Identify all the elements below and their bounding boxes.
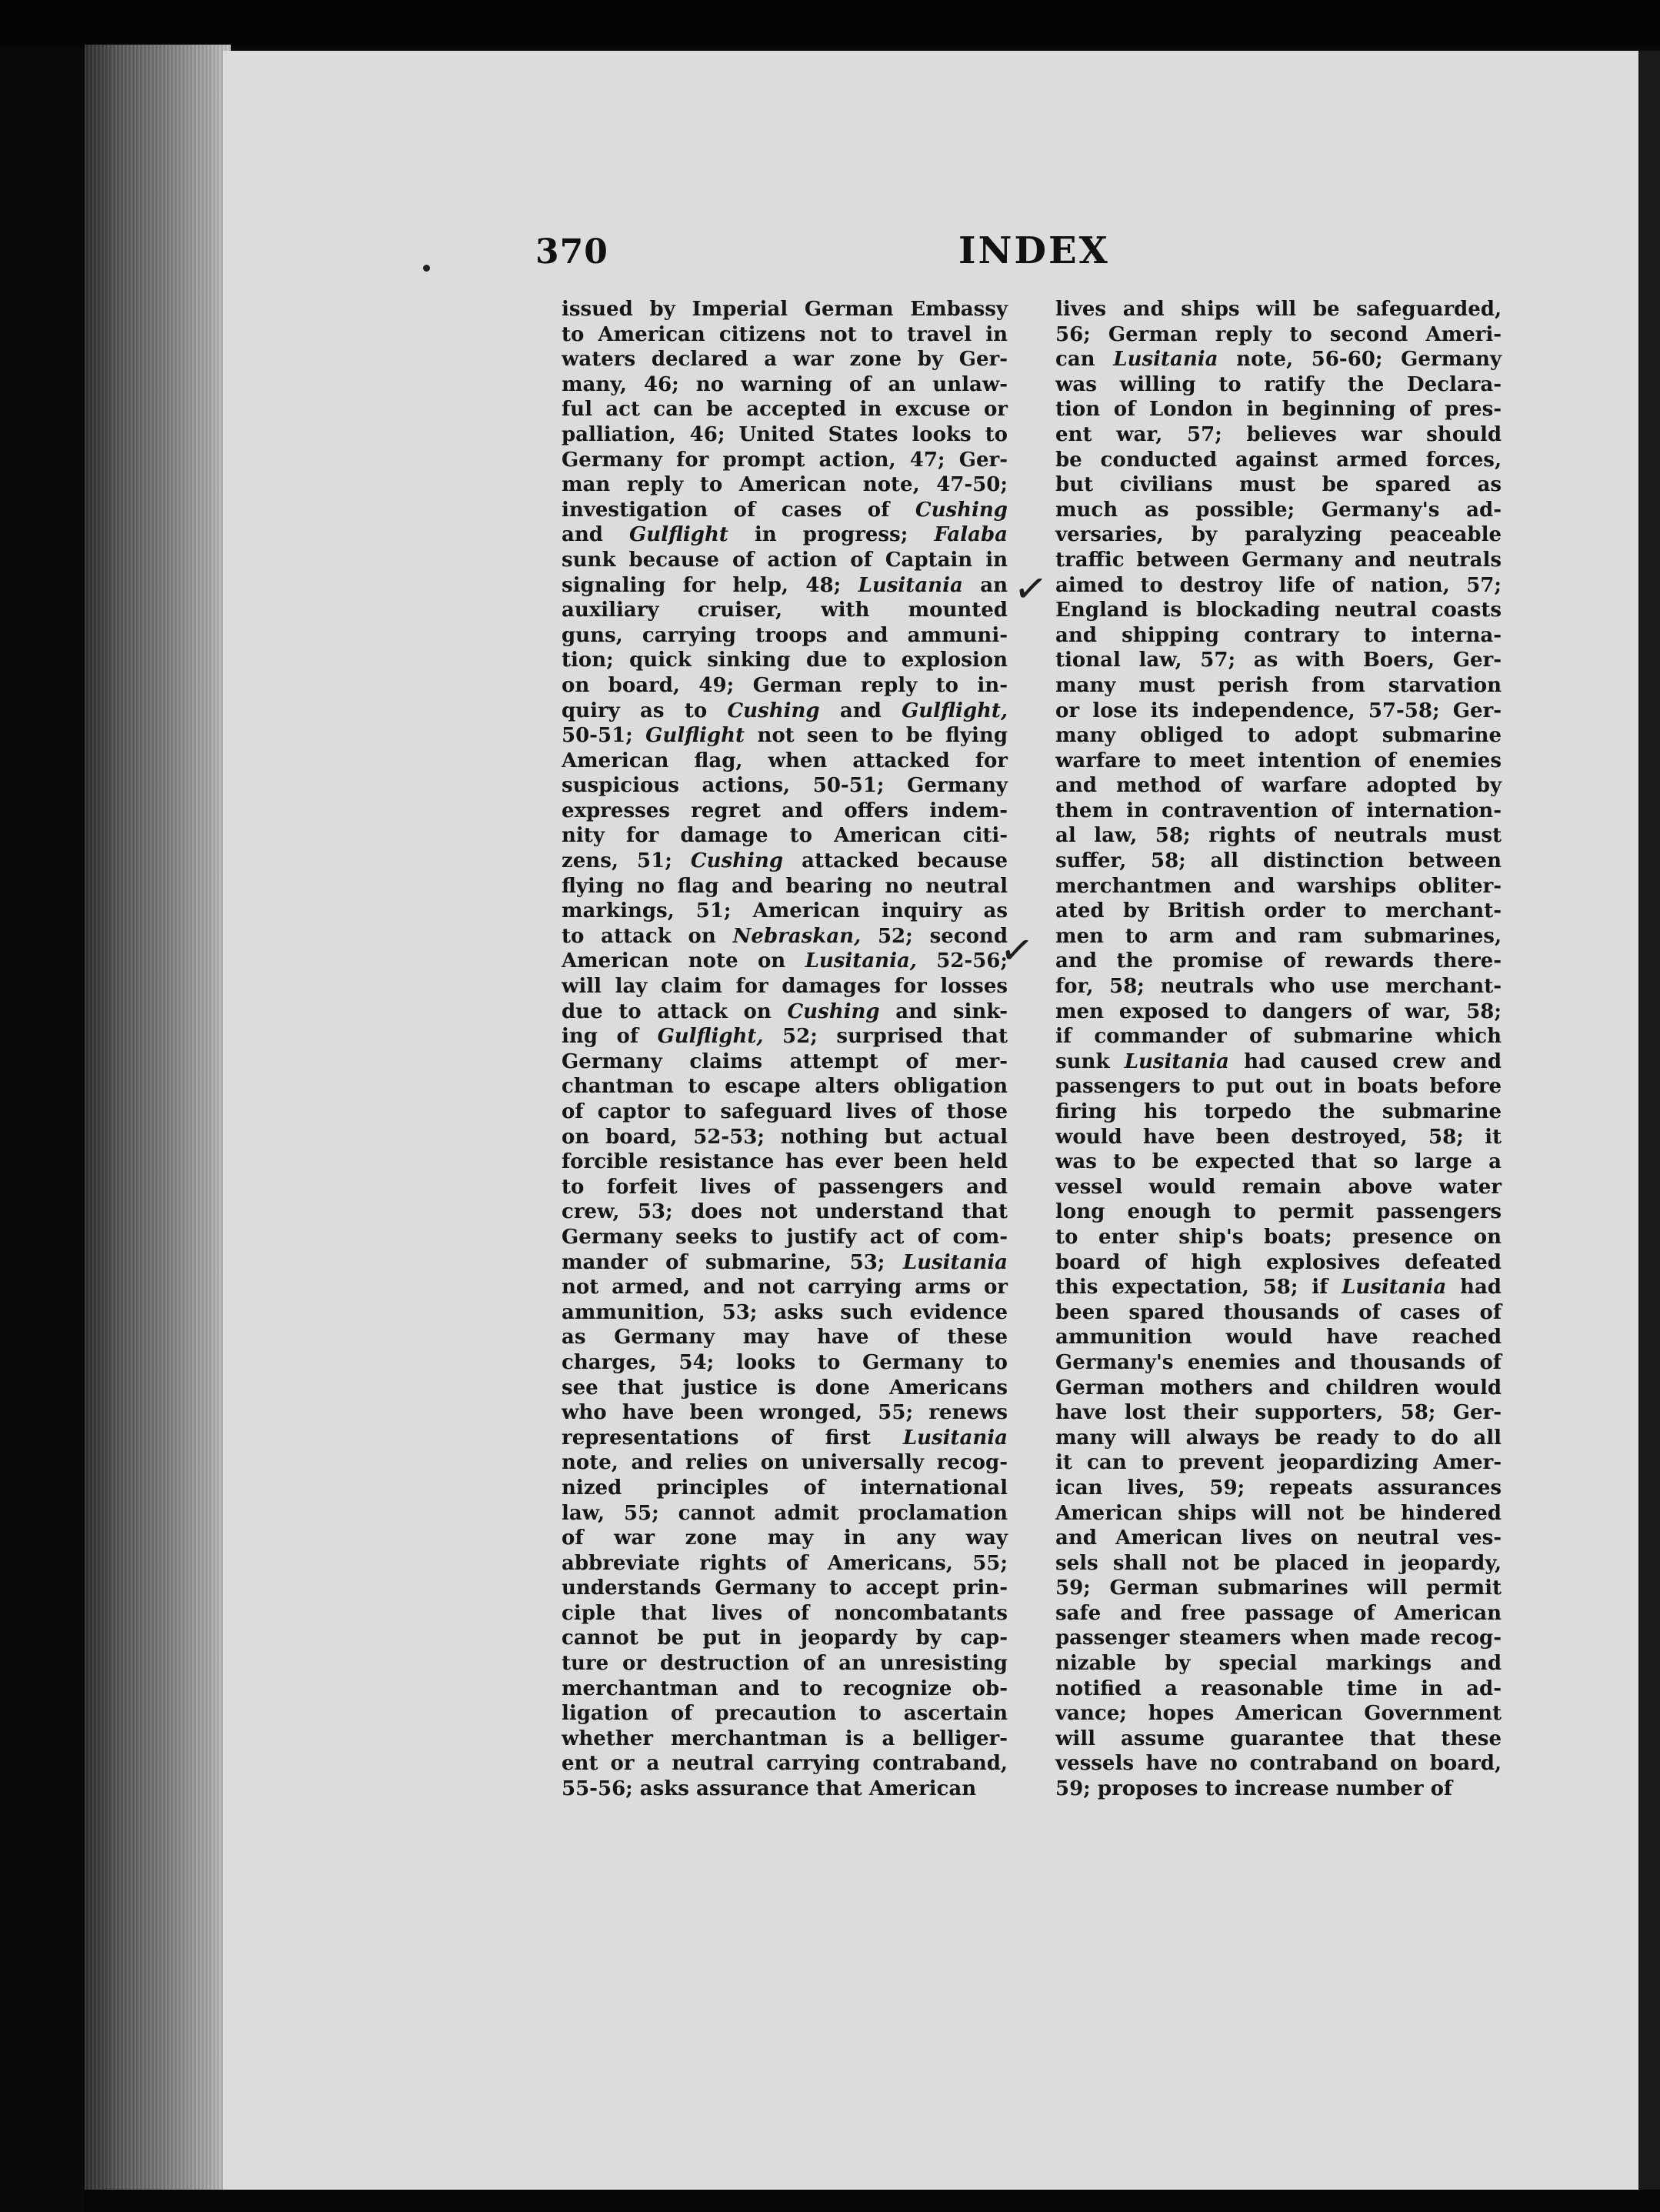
index-line: versaries, by paralyzing peaceable (1055, 523, 1502, 547)
index-line: passenger steamers when made recog- (1055, 1626, 1502, 1650)
index-line: them in contravention of internation- (1055, 799, 1502, 822)
running-head: INDEX (958, 229, 1110, 272)
index-line: long enough to permit passengers (1055, 1200, 1502, 1224)
index-line: merchantmen and warships obliter- (1055, 874, 1502, 898)
index-line: many will always be ready to do all (1055, 1426, 1502, 1450)
scanner-right-border (1638, 51, 1660, 2190)
index-line: investigation of cases of Cushing (562, 498, 1008, 522)
index-line: many must perish from starvation (1055, 673, 1502, 697)
scanner-bottom-border (85, 2190, 1660, 2212)
index-line: 59; German submarines will permit (1055, 1576, 1502, 1600)
index-line: nizable by special markings and (1055, 1652, 1502, 1676)
index-line: flying no flag and bearing no neutral (562, 874, 1008, 898)
index-line: palliation, 46; United States looks to (562, 422, 1008, 446)
index-line: and Gulflight in progress; Falaba (562, 523, 1008, 547)
index-line: was willing to ratify the Declara- (1055, 372, 1502, 396)
index-line: see that justice is done Americans (562, 1376, 1008, 1400)
index-line: on board, 49; German reply to in- (562, 673, 1008, 697)
index-line: 55-56; asks assurance that American (562, 1777, 977, 1801)
index-line: for, 58; neutrals who use merchant- (1055, 975, 1502, 999)
index-line: tion of London in beginning of pres- (1055, 398, 1502, 422)
index-line: ent war, 57; believes war should (1055, 422, 1502, 446)
margin-dot-mark (423, 265, 430, 272)
index-line: suffer, 58; all distinction between (1055, 849, 1502, 873)
index-line: American flag, when attacked for (562, 749, 1008, 772)
index-line: sels shall not be placed in jeopardy, (1055, 1551, 1502, 1575)
index-line: issued by Imperial German Embassy (562, 298, 1008, 321)
index-line: 56; German reply to second Ameri- (1055, 322, 1502, 346)
index-line: vessels have no contraband on board, (1055, 1752, 1502, 1776)
index-line: passengers to put out in boats before (1055, 1075, 1502, 1099)
index-line: not armed, and not carrying arms or (562, 1276, 1008, 1300)
index-line: Germany's enemies and thousands of (1055, 1350, 1502, 1374)
index-line: understands Germany to accept prin- (562, 1576, 1008, 1600)
index-line: or lose its independence, 57-58; Ger- (1055, 699, 1502, 722)
index-line: American note on Lusitania, 52-56; (562, 949, 1008, 973)
index-line: if commander of submarine which (1055, 1025, 1502, 1049)
index-line: as Germany may have of these (562, 1326, 1008, 1350)
index-column-right (1055, 297, 1502, 1802)
index-line: ture or destruction of an unresisting (562, 1652, 1008, 1676)
index-line: many obliged to adopt submarine (1055, 724, 1502, 748)
index-column-left (562, 297, 1008, 1802)
index-line: board of high explosives defeated (1055, 1250, 1502, 1274)
index-line: sunk Lusitania had caused crew and (1055, 1049, 1502, 1073)
index-line: been spared thousands of cases of (1055, 1300, 1502, 1324)
index-line: Germany claims attempt of mer- (562, 1049, 1008, 1073)
index-line: American ships will not be hindered (1055, 1501, 1502, 1525)
index-line: mander of submarine, 53; Lusitania (562, 1250, 1008, 1274)
index-line: ammunition would have reached (1055, 1326, 1502, 1350)
index-line: would have been destroyed, 58; it (1055, 1125, 1502, 1149)
index-line: ammunition, 53; asks such evidence (562, 1300, 1008, 1324)
index-line: signaling for help, 48; Lusitania an (562, 573, 1008, 597)
index-line: lives and ships will be safeguarded, (1055, 298, 1502, 321)
index-line: nity for damage to American citi- (562, 824, 1008, 848)
index-line: man reply to American note, 47-50; (562, 473, 1008, 497)
index-line: forcible resistance has ever been held (562, 1150, 1008, 1174)
index-line: on board, 52-53; nothing but actual (562, 1125, 1008, 1149)
index-line: chantman to escape alters obligation (562, 1075, 1008, 1099)
index-line: England is blockading neutral coasts (1055, 599, 1502, 622)
page-number: 370 (535, 232, 608, 272)
index-line: was to be expected that so large a (1055, 1150, 1502, 1174)
index-line: quiry as to Cushing and Gulflight, (562, 699, 1008, 722)
index-line: who have been wronged, 55; renews (562, 1401, 1008, 1425)
index-line: representations of first Lusitania (562, 1426, 1008, 1450)
handwritten-check-mark: ✓ (997, 926, 1037, 976)
index-line: of war zone may in any way (562, 1526, 1008, 1550)
index-line: ican lives, 59; repeats assurances (1055, 1476, 1502, 1500)
index-line: and shipping contrary to interna- (1055, 623, 1502, 647)
index-line: will lay claim for damages for losses (562, 975, 1008, 999)
index-line: warfare to meet intention of enemies (1055, 749, 1502, 772)
index-line: merchantman and to recognize ob- (562, 1677, 1008, 1700)
index-line: ciple that lives of noncombatants (562, 1601, 1008, 1625)
index-line: men exposed to dangers of war, 58; (1055, 999, 1502, 1023)
index-line: guns, carrying troops and ammuni- (562, 623, 1008, 647)
index-line: Germany for prompt action, 47; Ger- (562, 448, 1008, 472)
index-line: zens, 51; Cushing attacked because (562, 849, 1008, 873)
index-line: notified a reasonable time in ad- (1055, 1677, 1502, 1700)
index-line: charges, 54; looks to Germany to (562, 1350, 1008, 1374)
index-line: can Lusitania note, 56-60; Germany (1055, 348, 1502, 372)
index-line: sunk because of action of Captain in (562, 548, 1008, 572)
index-line: waters declared a war zone by Ger- (562, 348, 1008, 372)
index-line: ful act can be accepted in excuse or (562, 398, 1008, 422)
index-line: expresses regret and offers indem- (562, 799, 1008, 822)
index-line: it can to prevent jeopardizing Amer- (1055, 1451, 1502, 1475)
index-line: and method of warfare adopted by (1055, 774, 1502, 798)
index-line: safe and free passage of American (1055, 1601, 1502, 1625)
index-line: and American lives on neutral ves- (1055, 1526, 1502, 1550)
index-line: have lost their supporters, 58; Ger- (1055, 1401, 1502, 1425)
index-line: crew, 53; does not understand that (562, 1200, 1008, 1224)
index-line: of captor to safeguard lives of those (562, 1100, 1008, 1123)
index-line: and the promise of rewards there- (1055, 949, 1502, 973)
index-line: ent or a neutral carrying contraband, (562, 1752, 1008, 1776)
index-line: auxiliary cruiser, with mounted (562, 599, 1008, 622)
index-line: ated by British order to merchant- (1055, 899, 1502, 923)
index-line: traffic between Germany and neutrals (1055, 548, 1502, 572)
index-line: cannot be put in jeopardy by cap- (562, 1626, 1008, 1650)
index-line: many, 46; no warning of an unlaw- (562, 372, 1008, 396)
index-line: 59; proposes to increase number of (1055, 1777, 1453, 1801)
index-line: markings, 51; American inquiry as (562, 899, 1008, 923)
index-line: nized principles of international (562, 1476, 1008, 1500)
index-line: law, 55; cannot admit proclamation (562, 1501, 1008, 1525)
index-line: ing of Gulflight, 52; surprised that (562, 1025, 1008, 1049)
index-line: to attack on Nebraskan, 52; second (562, 924, 1008, 948)
index-line: al law, 58; rights of neutrals must (1055, 824, 1502, 848)
index-line: vessel would remain above water (1055, 1175, 1502, 1199)
index-line: much as possible; Germany's ad- (1055, 498, 1502, 522)
index-line: firing his torpedo the submarine (1055, 1100, 1502, 1123)
index-line: to American citizens not to travel in (562, 322, 1008, 346)
index-line: ligation of precaution to ascertain (562, 1702, 1008, 1726)
book-page-edges (85, 45, 231, 2191)
index-line: suspicious actions, 50-51; Germany (562, 774, 1008, 798)
index-line: but civilians must be spared as (1055, 473, 1502, 497)
index-line: tion; quick sinking due to explosion (562, 649, 1008, 672)
index-line: 50-51; Gulflight not seen to be flying (562, 724, 1008, 748)
index-line: aimed to destroy life of nation, 57; (1055, 573, 1502, 597)
index-line: to forfeit lives of passengers and (562, 1175, 1008, 1199)
index-line: tional law, 57; as with Boers, Ger- (1055, 649, 1502, 672)
index-line: note, and relies on universally recog- (562, 1451, 1008, 1475)
index-line: German mothers and children would (1055, 1376, 1502, 1400)
index-line: be conducted against armed forces, (1055, 448, 1502, 472)
index-line: this expectation, 58; if Lusitania had (1055, 1276, 1502, 1300)
index-line: to enter ship's boats; presence on (1055, 1225, 1502, 1249)
index-line: men to arm and ram submarines, (1055, 924, 1502, 948)
index-line: Germany seeks to justify act of com- (562, 1225, 1008, 1249)
index-line: due to attack on Cushing and sink- (562, 999, 1008, 1023)
index-line: vance; hopes American Government (1055, 1702, 1502, 1726)
index-line: abbreviate rights of Americans, 55; (562, 1551, 1008, 1575)
index-line: whether merchantman is a belliger- (562, 1727, 1008, 1750)
scanner-top-border (0, 0, 1660, 48)
index-line: will assume guarantee that these (1055, 1727, 1502, 1750)
handwritten-check-mark: ✓ (1011, 564, 1051, 615)
